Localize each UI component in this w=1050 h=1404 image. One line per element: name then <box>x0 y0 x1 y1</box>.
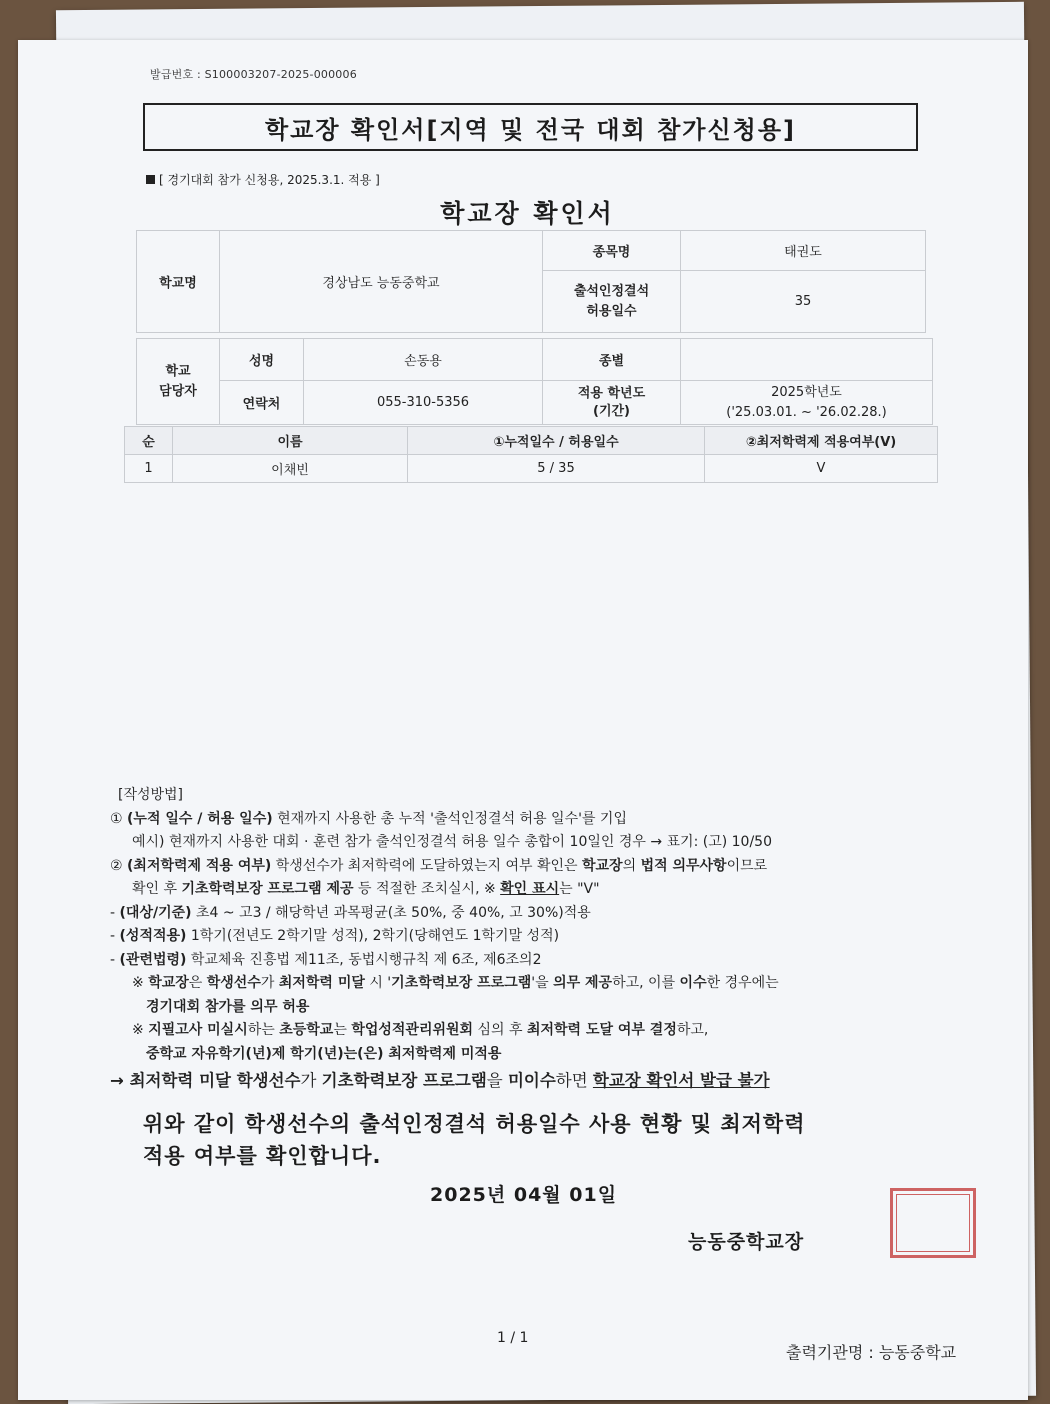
principal-signature: 능동중학교장 <box>688 1231 805 1253</box>
main-title: 학교장 확인서 <box>440 199 615 228</box>
category-value <box>681 339 933 381</box>
student-table <box>124 426 938 483</box>
instruction-line: ① (누적 일수 / 허용 일수) 현재까지 사용한 총 누적 '출석인정결석 허용 일수'를 기입 <box>110 810 627 827</box>
issue-number: 발급번호 : S100003207-2025-000006 <box>150 68 357 81</box>
instruction-line: - (성적적용) 1학기(전년도 2학기말 성적), 2학기(당해연도 1학기말 성적) <box>110 928 560 944</box>
instruction-line: ② (최저학력제 적용 여부) 학생선수가 최저학력에 도달하였는지 여부 확인은 학교장의 법적 의무사항이므로 <box>110 857 768 874</box>
student-name: 이채빈 <box>173 455 408 483</box>
student-days: 5 / 35 <box>408 455 705 483</box>
allowed-days-value: 35 <box>681 271 926 333</box>
column-header: 순 <box>125 427 173 455</box>
instruction-line: - (대상/기준) 초4 ~ 고3 / 해당학년 과목평균(초 50%, 중 40%, 고 30%)적용 <box>110 904 591 921</box>
school-year-value: 2025학년도 ('25.03.01. ~ '26.02.28.) <box>681 381 933 425</box>
instruction-line: 경기대회 참가를 의무 허용 <box>146 998 310 1015</box>
writing-instructions <box>110 784 970 1093</box>
column-header: ②최저학력제 적용여부(V) <box>705 427 938 455</box>
warning-line: → 최저학력 미달 학생선수가 기초학력보장 프로그램을 미이수하면 학교장 확인서 발급 불가 <box>110 1071 770 1090</box>
issue-date: 2025년 04월 01일 <box>430 1184 618 1206</box>
column-header: 이름 <box>173 427 408 455</box>
confirmation-statement: 위와 같이 학생선수의 출석인정결석 허용일수 사용 현황 및 최저학력 적용 여부를 확인합니다. <box>143 1112 806 1168</box>
contact-label: 연락처 <box>220 381 304 425</box>
instruction-line: 예시) 현재까지 사용한 대회 · 훈련 참가 출석인정결석 허용 일수 총합이 10일인 경우 → 표기: (고) 10/50 <box>132 834 772 850</box>
school-info-table <box>136 230 926 333</box>
square-bullet-icon <box>146 175 155 184</box>
instruction-line: 중학교 자유학기(년)제 학기(년)는(은) 최저학력제 미적용 <box>146 1045 502 1062</box>
page-number: 1 / 1 <box>497 1330 529 1346</box>
allowed-days-label: 출석인정결석 허용일수 <box>543 271 681 333</box>
printing-institution: 출력기관명 : 능동중학교 <box>786 1343 957 1362</box>
manager-name-label: 성명 <box>220 339 304 381</box>
instruction-line: - (관련법령) 학교체육 진흥법 제11조, 동법시행규칙 제 6조, 제6조의2 <box>110 951 542 968</box>
manager-name-value: 손동용 <box>304 339 543 381</box>
event-label: 종목명 <box>543 231 681 271</box>
header-title: 학교장 확인서[지역 및 전국 대회 참가신청용] <box>143 103 918 151</box>
instruction-line: 확인 후 기초학력보장 프로그램 제공 등 적절한 조치실시, ※ 확인 표시는 "V" <box>132 881 600 897</box>
contact-value: 055-310-5356 <box>304 381 543 425</box>
student-no: 1 <box>125 455 173 483</box>
table-row <box>125 455 938 483</box>
school-name-label: 학교명 <box>137 231 220 333</box>
manager-label: 학교 담당자 <box>137 339 220 425</box>
school-name-value: 경상남도 능동중학교 <box>220 231 543 333</box>
form-note: [ 경기대회 참가 신청용, 2025.3.1. 적용 ] <box>146 171 380 188</box>
school-year-label: 적용 학년도 (기간) <box>543 381 681 425</box>
column-header: ①누적일수 / 허용일수 <box>408 427 705 455</box>
official-seal-stamp <box>890 1188 976 1258</box>
category-label: 종별 <box>543 339 681 381</box>
instructions-title: [작성방법] <box>118 787 184 803</box>
student-applied: V <box>705 455 938 483</box>
manager-info-table <box>136 338 933 425</box>
event-value: 태권도 <box>681 231 926 271</box>
seal-inner-border <box>896 1194 970 1252</box>
instruction-line: ※ 학교장은 학생선수가 최저학력 미달 시 '기초학력보장 프로그램'을 의무 제공하고, 이를 이수한 경우에는 <box>132 975 779 991</box>
instruction-line: ※ 지필고사 미실시하는 초등학교는 학업성적관리위원회 심의 후 최저학력 도달 여부 결정하고, <box>132 1022 709 1038</box>
